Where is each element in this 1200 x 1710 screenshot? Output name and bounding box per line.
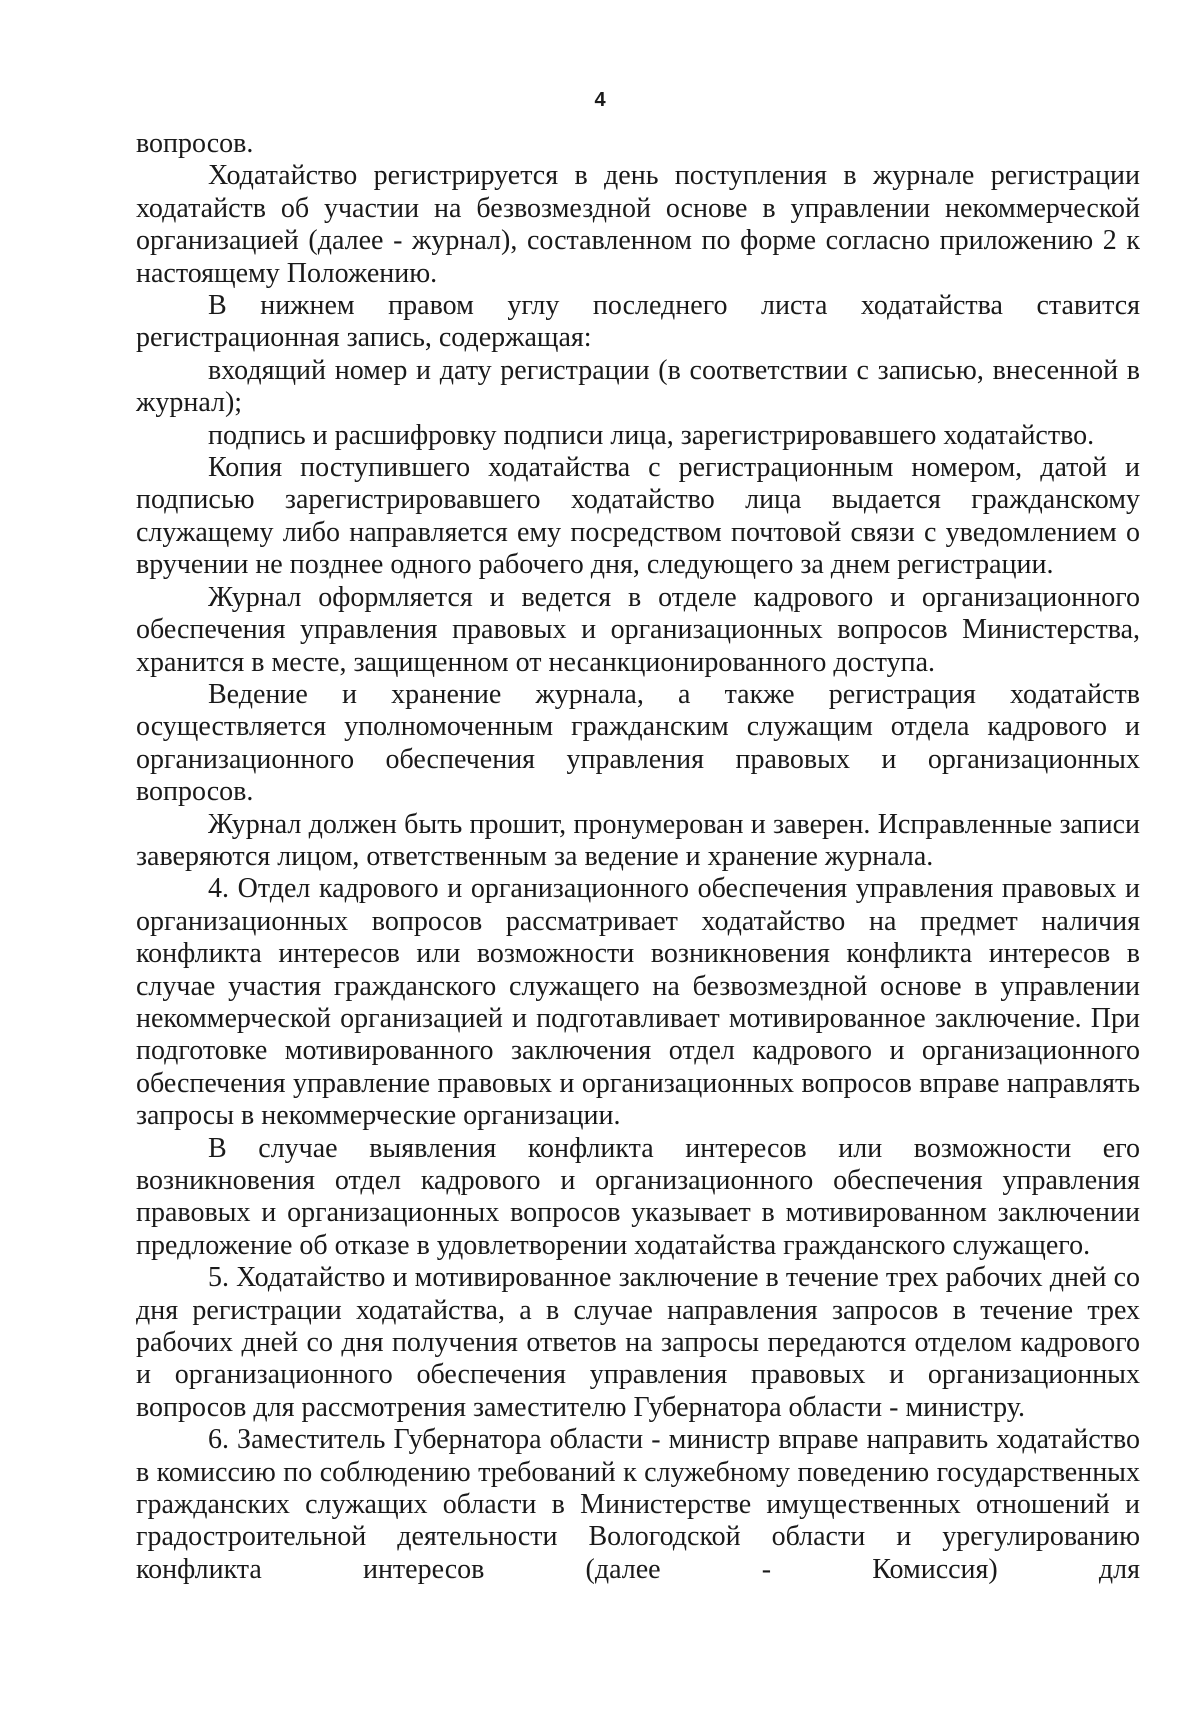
paragraph-13: 6. Заместитель Губернатора области - министр вправе направить ходатайство в комиссию по соблюдению требований к служебному поведению государственных гражданских служащих области в Министерстве имущественных отношений и градостроительной деятельности Вологодской области и урегулированию конфликта интересов (далее - Комиссия) для: [136, 1424, 1140, 1585]
paragraph-1: вопросов.: [136, 128, 254, 159]
document-body: [136, 128, 1140, 1586]
paragraph-12: 5. Ходатайство и мотивированное заключение в течение трех рабочих дней со дня регистрации ходатайства, а в случае направления запросов в течение трех рабочих дней со дня получения ответов на запросы передаются отделом кадрового и организационного обеспечения управления правовых и организационных вопросов для рассмотрения заместителю Губернатора области - министру.: [136, 1262, 1140, 1423]
paragraph-7: Журнал оформляется и ведется в отделе кадрового и организационного обеспечения управления правовых и организационных вопросов Министерства, хранится в месте, защищенном от несанкционированного доступа.: [136, 581, 1140, 678]
paragraph-5: подпись и расшифровку подписи лица, зарегистрировавшего ходатайство.: [208, 419, 1095, 451]
paragraph-3: В нижнем правом углу последнего листа ходатайства ставится регистрационная запись, содержащая:: [136, 290, 1140, 354]
paragraph-10: 4. Отдел кадрового и организационного обеспечения управления правовых и организационных вопросов рассматривает ходатайство на предмет наличия конфликта интересов или возможности возникновения конфликта интересов в случае участия гражданского служащего на безвозмездной основе в управлении некоммерческой организацией и подготавливает мотивированное заключение. При подготовке мотивированного заключения отдел кадрового и организационного обеспечения управление правовых и организационных вопросов вправе направлять запросы в некоммерческие организации.: [136, 873, 1140, 1132]
paragraph-2: Ходатайство регистрируется в день поступления в журнале регистрации ходатайств об участии на безвозмездной основе в управлении некоммерческой организацией (далее - журнал), составленном по форме согласно приложению 2 к настоящему Положению.: [136, 160, 1140, 289]
paragraph-9: Журнал должен быть прошит, пронумерован и заверен. Исправленные записи заверяются лицом, ответственным за ведение и хранение журнала.: [136, 808, 1140, 872]
paragraph-11: В случае выявления конфликта интересов или возможности его возникновения отдел кадрового и организационного обеспечения управления правовых и организационных вопросов указывает в мотивированном заключении предложение об отказе в удовлетворении ходатайства гражданского служащего.: [136, 1132, 1140, 1261]
paragraph-8: Ведение и хранение журнала, а также регистрация ходатайств осуществляется уполномоченным гражданским служащим отдела кадрового и организационного обеспечения управления правовых и организационных вопросов.: [136, 678, 1140, 808]
page-number: 4: [594, 89, 606, 111]
paragraph-6: Копия поступившего ходатайства с регистрационным номером, датой и подписью зарегистрировавшего ходатайство лица выдается гражданскому служащему либо направляется ему посредством почтовой связи с уведомлением о вручении не позднее одного рабочего дня, следующего за днем регистрации.: [136, 452, 1140, 581]
paragraph-4: входящий номер и дату регистрации (в соответствии с записью, внесенной в журнал);: [136, 354, 1140, 419]
